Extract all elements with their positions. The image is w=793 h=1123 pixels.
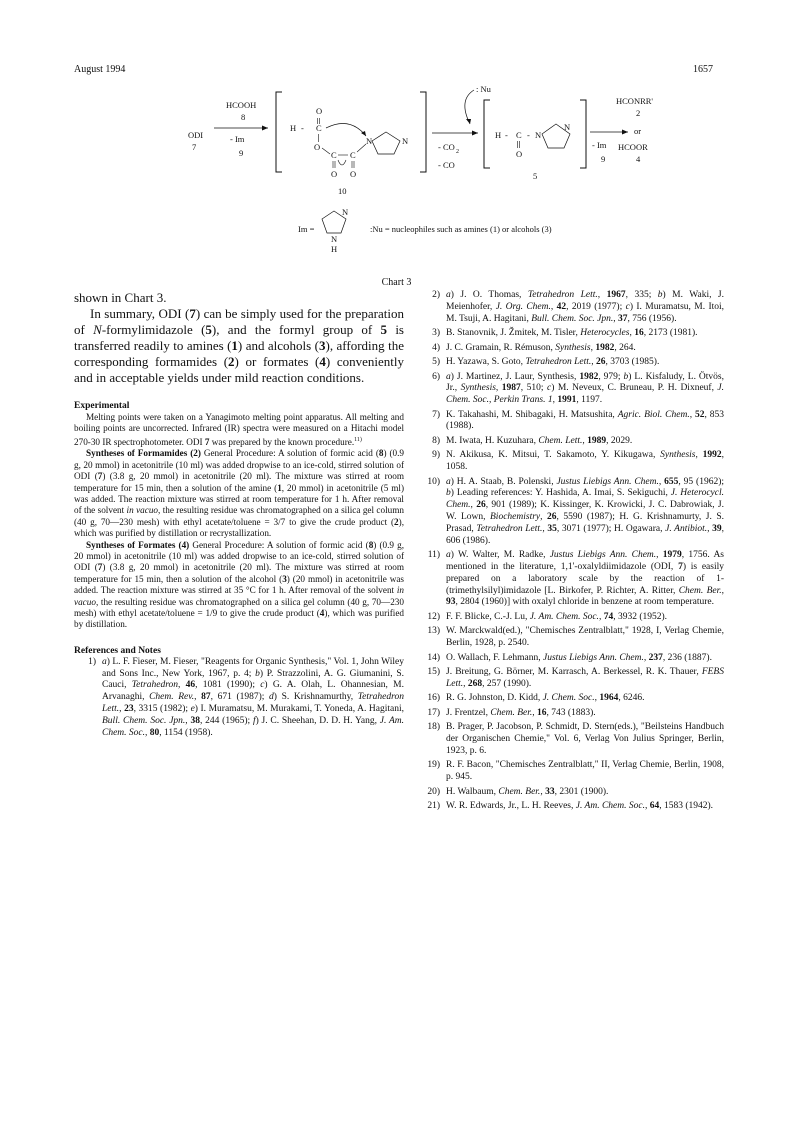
reference-13: 13) W. Marckwald(ed.), "Chemisches Zentralblatt," 1928, I, Verlag Chemie, Berlin, 1928, p. 2540. <box>427 626 724 649</box>
reagent-hcooh: HCOOH <box>226 100 257 110</box>
p5-dash1: - <box>505 130 508 140</box>
minus-co2-sub: 2 <box>456 149 459 155</box>
bracket-right-1 <box>420 92 426 172</box>
int-dash: - <box>301 123 304 133</box>
int-c3: C <box>350 150 356 160</box>
reference-12: 12) F. F. Blicke, C.-J. Lu, J. Am. Chem. Soc., 74, 3932 (1952). <box>427 611 668 622</box>
reference-4: 4) J. C. Gramain, R. Rémuson, Synthesis, 1982, 264. <box>432 342 636 353</box>
formamide-procedure: Syntheses of Formamides (2) General Procedure: A solution of formic acid (8) (0.9 g, 20 mmol) in acetonitrile (10 ml) was added dropwise to an ice-cold, stirred solution of ODI (7) (3.8 g, 20 mmol) in acetonitrile (20 ml). The mixture was stirred at room temperature for 15 min, then a solution of the amine (1, 20 mmol) in acetonitrile (5 ml) was added. The reaction mixture was stirred at room temperature for 1 h. After removal of the solvent in vacuo, the resulting residue was chromatographed on a silica gel column (40 g, 70—230 mesh) with ethyl acetate/toluene = 3/7 to give the crude product (2), which was purified by distillation or recrystallization. <box>74 448 405 539</box>
intermediate-number: 10 <box>338 186 347 196</box>
odi-label: ODI <box>188 130 204 140</box>
p5-n1: N <box>535 130 542 140</box>
chart-caption: Chart 3 <box>381 277 412 288</box>
int-h: H <box>290 123 297 133</box>
p5-n3: N <box>564 122 571 132</box>
reference-15: 15) J. Breitung, G. Börner, M. Karrasch, A. Berkessel, R. K. Thauer, FEBS Lett., 268, 257 (1990). <box>427 667 724 689</box>
reference-14: 14) O. Wallach, F. Lehmann, Justus Liebigs Ann. Chem., 237, 236 (1887). <box>427 652 712 663</box>
nu-attack-arrow <box>465 90 474 124</box>
right-column <box>418 290 724 816</box>
p5-c: C <box>516 130 522 140</box>
experimental-heading: Experimental <box>74 401 130 411</box>
minus-im-1-num: 9 <box>239 148 244 158</box>
left-column <box>74 290 404 742</box>
reagent-8: 8 <box>241 112 246 122</box>
product-4-number: 4 <box>636 154 641 164</box>
im-definition-label: Im = <box>298 224 315 234</box>
int-c2: C <box>331 150 337 160</box>
product-5-number: 5 <box>533 171 538 181</box>
reference-9: 9) N. Akikusa, K. Mitsui, T. Sakamoto, Y. Kikugawa, Synthesis, 1992, 1058. <box>432 450 725 473</box>
product-formamide: HCONRR' <box>616 96 653 106</box>
nucleophile-label: : Nu <box>476 84 491 94</box>
p5-o: O <box>516 149 523 159</box>
p5-dash2: - <box>527 130 530 140</box>
reference-21: 21) W. R. Edwards, Jr., L. H. Reeves, J. Am. Chem. Soc., 64, 1583 (1942). <box>427 801 714 812</box>
reference-1: 1) a) L. F. Fieser, M. Fieser, "Reagents for Organic Synthesis," Vol. 1, John Wiley and Sons Inc., New York, 1967, p. 4; b) P. Strazzolini, A. G. Giumanini, S. Cauci, Tetrahedron, 46, 1081 (1990); c) G. A. Olah, L. Ohannesian, M. Arvanaghi, Chem. Rev., 87, 671 (1987); d) S. Krishnamurthy, Tetrahedron Lett., 23, 3315 (1982); e) I. Muramatsu, M. Murakami, T. Yoneda, A. Hagitani, Bull. Chem. Soc. Jpn., 38, 244 (1965); f) J. C. Sheehan, D. D. H. Yang, J. Am. Chem. Soc., 80, 1154 (1958). <box>88 656 405 738</box>
int-c1: C <box>316 123 322 133</box>
reference-6: 6) a) J. Martinez, J. Laur, Synthesis, 1982, 979; b) L. Kisfaludy, L. Ötvös, Jr., Synthesis, 1987, 510; c) M. Neveux, C. Bruneau, P. H. Dixneuf, J. Chem. Soc., Perkin Trans. 1, 1991, 1197. <box>432 371 725 406</box>
summary-paragraph: In summary, ODI (7) can be simply used for the preparation of N-formylimidazole (5), and the formyl group of 5 is transferred readily to amines (1) and alcohols (3), affording the corresponding formamides (2) or formates (4) conveniently and in acceptable yields under mild reaction conditions. <box>74 306 404 385</box>
reference-11: 11) a) W. Walter, M. Radke, Justus Liebigs Ann. Chem., 1979, 1756. As mentioned in the literature, 1,1'-oxalyldiimidazole (ODI, 7) is easily prepared on a laboratory scale by the reaction of 1-(trimethylsilyl)imidazole [L. Birkofer, P. Richter, A. Ritter, Chem. Ber., 93, 2804 (1960)] with oxalyl chloride in benzene at room temperature. <box>427 550 725 608</box>
imidazole-ring-1 <box>372 132 400 154</box>
reference-10: 10) a) H. A. Staab, B. Polenski, Justus Liebigs Ann. Chem., 655, 95 (1962); b) Leading references: Y. Hashida, A. Imai, S. Sekiguchi, J. Heterocycl. Chem., 26, 901 (1989); K. Kissinger, K. Krowicki, J. C. Dabrowiak, J. W. Lown, Biochemistry, 26, 5590 (1987); H. G. Krishnamurty, J. S. Prasad, Tetrahedron Lett., 35, 3071 (1977); H. Ogawara, J. Antibiot., 39, 606 (1986). <box>427 476 725 546</box>
im-n-bottom: N <box>331 234 338 244</box>
int-n3: N <box>402 136 409 146</box>
product-formate: HCOOR <box>618 142 648 152</box>
references-heading: References and Notes <box>74 645 161 656</box>
reference-18: 18) B. Prager, P. Jacobson, P. Schmidt, D. Stern(eds.), "Beilsteins Handbuch der Organischen Chemie," Vol. 6, Verlag Von Julius Springer, Berlin, 1923, p. 6. <box>427 722 724 756</box>
int-o-bridge: O <box>314 142 321 152</box>
electron-arrow-2 <box>338 160 346 165</box>
odi-number: 7 <box>192 142 197 152</box>
minus-co2: - CO <box>438 142 455 152</box>
reference-3: 3) B. Stanovnik, J. Žmitek, M. Tisler, Heterocycles, 16, 2173 (1981). <box>432 328 698 339</box>
reference-17: 17) J. Frentzel, Chem. Ber., 16, 743 (1883). <box>427 707 596 718</box>
nucleophile-definition: :Nu = nucleophiles such as amines (1) or alcohols (3) <box>370 224 552 234</box>
im-n-top: N <box>342 207 349 217</box>
minus-im-1: - Im <box>230 134 245 144</box>
int-o-top: O <box>316 106 323 116</box>
formate-procedure: Syntheses of Formates (4) General Procedure: A solution of formic acid (8) (0.9 g, 20 mmol) in acetonitrile (10 ml) was added dropwise to an ice-cold, stirred solution of ODI (7) (3.8 g, 20 mmol) in acetonitrile (20 ml). The mixture was stirred at room temperature for 15 min, then a solution of the alcohol (3) (20 mmol) in acetonitrile was added. The reaction mixture was stirred at 35 °C for 1 h. After removal of the solvent in vacuo, the resulting residue was chromatographed on a silica gel column (40 g, 70—230 mesh) with ethyl acetate/toluene = 1/9 to give the crude product (4), which was purified by distillation. <box>74 539 405 630</box>
int-o-2: O <box>331 169 338 179</box>
reference-8: 8) M. Iwata, H. Kuzuhara, Chem. Lett., 1989, 2029. <box>432 435 633 446</box>
int-o-3: O <box>350 169 357 179</box>
running-header-date: August 1994 <box>74 64 126 75</box>
intro-line: shown in Chart 3. <box>74 290 167 305</box>
reference-2: 2) a) J. O. Thomas, Tetrahedron Lett., 1967, 335; b) M. Waki, J. Meienhofer, J. Org. Chem., 42, 2019 (1977); c) I. Muramatsu, M. Itoi, M. Tsuji, A. Hagitani, Bull. Chem. Soc. Jpn., 37, 756 (1956). <box>432 290 725 324</box>
or-label: or <box>634 126 642 136</box>
electron-arrow-1 <box>326 124 366 137</box>
page-number: 1657 <box>693 64 713 75</box>
reference-5: 5) H. Yazawa, S. Goto, Tetrahedron Lett., 26, 3703 (1985). <box>432 357 660 368</box>
minus-im-2: - Im <box>592 140 607 150</box>
minus-co: - CO <box>438 160 455 170</box>
bracket-right-2 <box>580 100 586 168</box>
arrow-1-head <box>262 126 268 131</box>
reference-16: 16) R. G. Johnston, D. Kidd, J. Chem. Soc., 1964, 6246. <box>427 693 645 704</box>
reaction-scheme <box>150 84 653 266</box>
im-h: H <box>331 244 338 254</box>
bracket-left-2 <box>484 100 490 168</box>
int-n1: N <box>366 136 373 146</box>
bracket-left-1 <box>276 92 282 172</box>
minus-im-2-num: 9 <box>601 154 606 164</box>
reaction-scheme-svg <box>150 84 653 266</box>
product-2-number: 2 <box>636 108 641 118</box>
experimental-general: Melting points were taken on a Yanagimoto melting point apparatus. All melting and boiling points are uncorrected. Infrared (IR) spectra were measured on a Hitachi model 270-30 IR spectrophotometer. ODI 7 was prepared by the known procedure.$^{11)}$ <box>74 412 404 447</box>
reference-19: 19) R. F. Bacon, "Chemisches Zentralblatt," II, Verlag Chemie, Berlin, 1908, p. 945. <box>427 760 724 783</box>
reference-7: 7) K. Takahashi, M. Shibagaki, H. Matsushita, Agric. Biol. Chem., 52, 853 (1988). <box>432 409 725 432</box>
p5-h: H <box>495 130 502 140</box>
reference-20: 20) H. Walbaum, Chem. Ber., 33, 2301 (1900). <box>427 786 609 797</box>
